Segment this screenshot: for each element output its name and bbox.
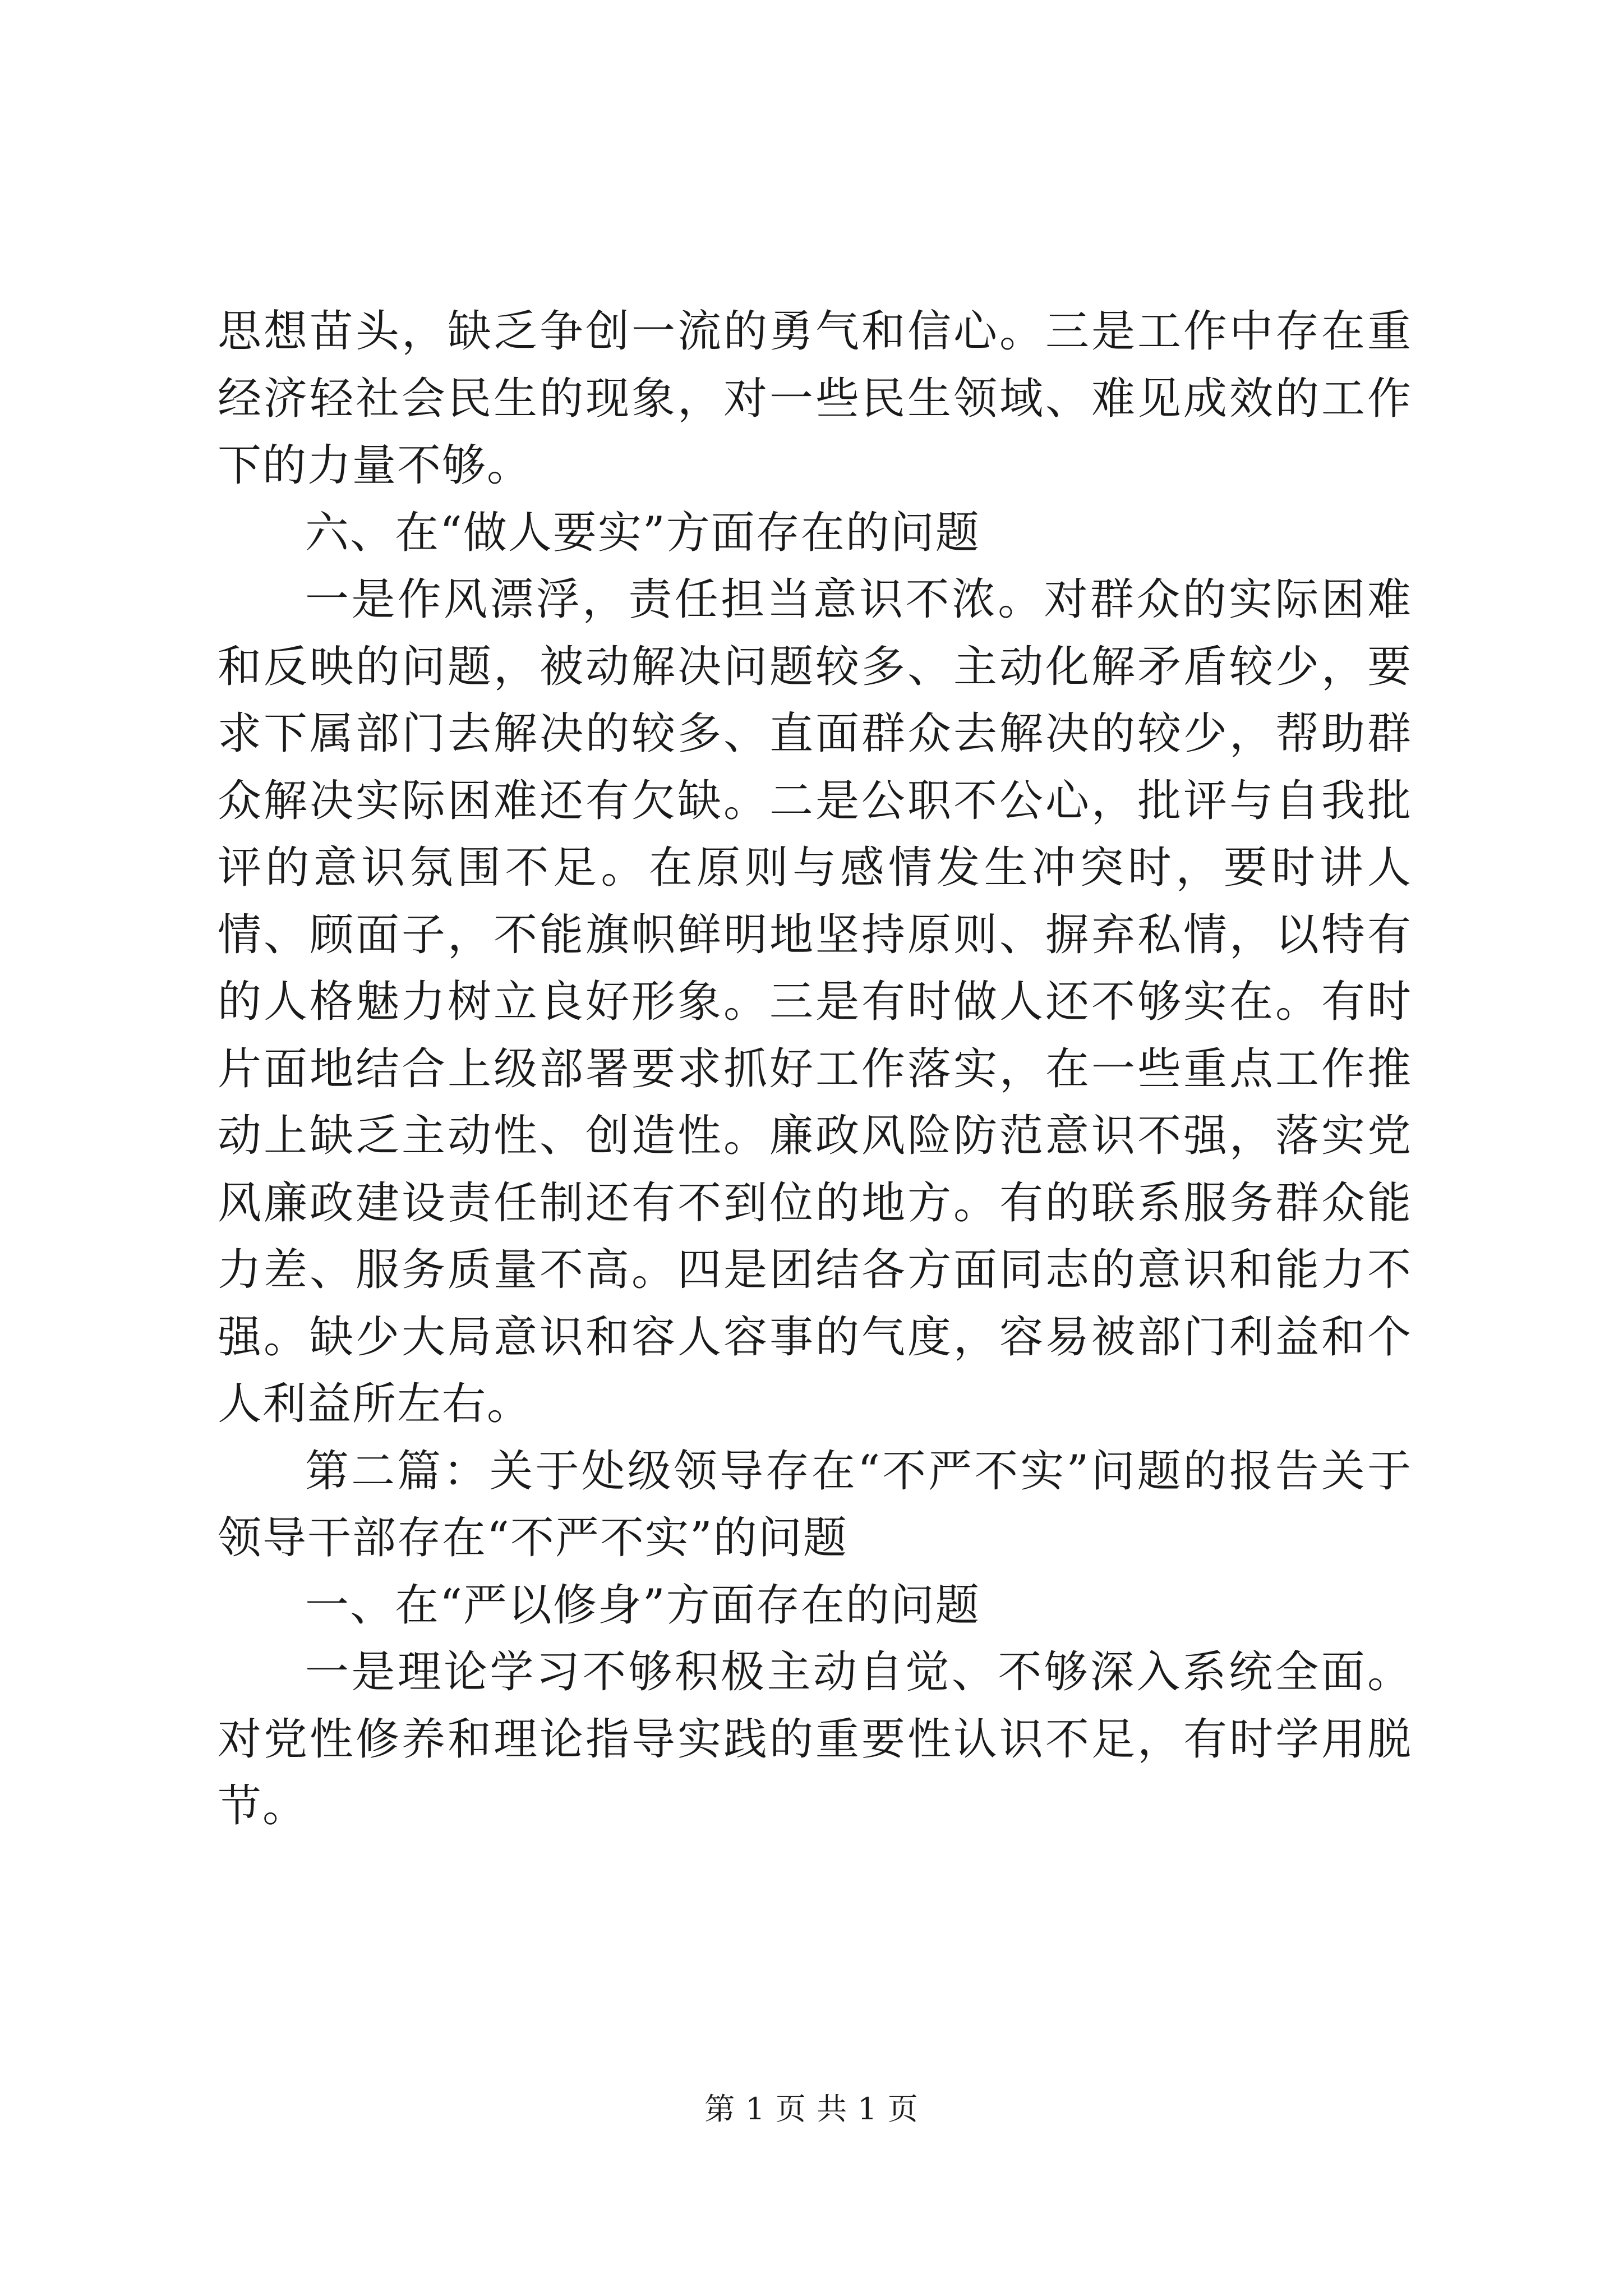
page-footer: 第 1 页 共 1 页 — [704, 2091, 919, 2127]
section-heading-one: 一、在“严以修身”方面存在的问题 — [305, 1580, 980, 1631]
section-heading-six: 六、在“做人要实”方面存在的问题 — [305, 507, 980, 558]
chapter-title: 第二篇：关于处级领导存在“不严不实”问题的报告关于领导干部存在“不严不实”的问题 — [218, 1446, 1412, 1563]
paragraph-body: 一是作风漂浮，责任担当意识不浓。对群众的实际困难和反映的问题，被动解决问题较多、主动化解矛盾较少，要求下属部门去解决的较多、直面群众去解决的较少，帮助群众解决实际困难还有欠缺。二是公职不公心，批评与自我批评的意识氛围不足。在原则与感情发生冲突时，要时讲人情、顾面子，不能旗帜鲜明地坚持原则、摒弃私情，以特有的人格魅力树立良好形象。三是有时做人还不够实在。有时片面地结合上级部署要求抓好工作落实，在一些重点工作推动上缺乏主动性、创造性。廉政风险防范意识不强，落实党风廉政建设责任制还有不到位的地方。有的联系服务群众能力差、服务质量不高。四是团结各方面同志的意识和能力不强。缺少大局意识和容人容事的气度，容易被部门利益和个人利益所左右。 — [218, 574, 1412, 1429]
paragraph-body: 一是理论学习不够积极主动自觉、不够深入系统全面。对党性修养和理论指导实践的重要性认识不足，有时学用脱节。 — [218, 1647, 1412, 1832]
document-body — [218, 298, 1412, 1841]
paragraph-continuation: 思想苗头，缺乏争创一流的勇气和信心。三是工作中存在重经济轻社会民生的现象，对一些民生领域、难见成效的工作下的力量不够。 — [218, 306, 1412, 491]
